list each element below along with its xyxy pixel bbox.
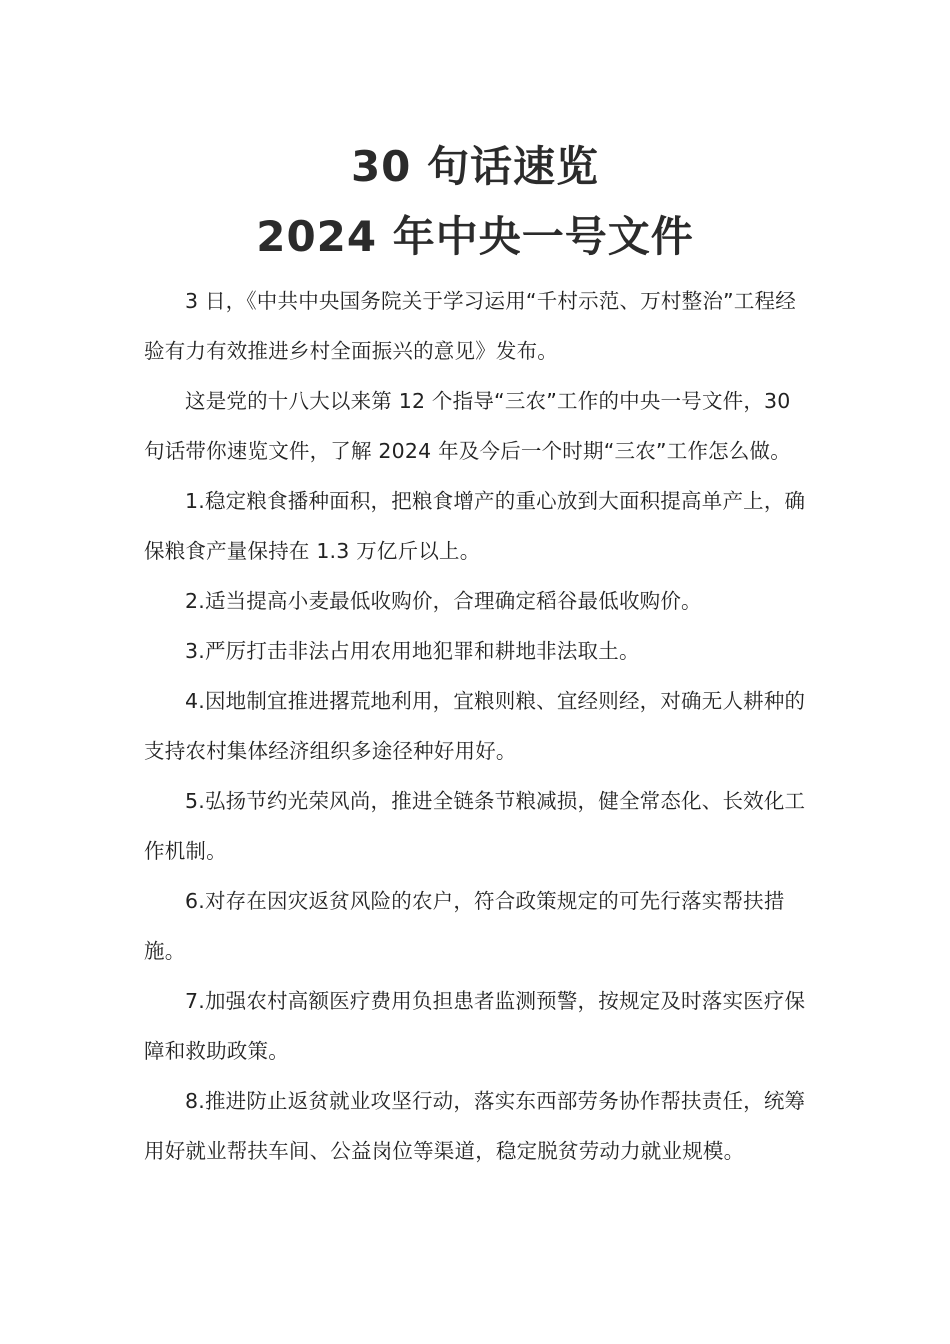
paragraph-item-2: 2.适当提高小麦最低收购价，合理确定稻谷最低收购价。 <box>185 589 702 613</box>
paragraph-item-5: 5.弘扬节约光荣风尚，推进全链条节粮减损，健全常态化、长效化工作机制。 <box>144 789 806 863</box>
paragraph-context: 这是党的十八大以来第 12 个指导“三农”工作的中央一号文件，30 句话带你速览文件，了解 2024 年及今后一个时期“三农”工作怎么做。 <box>144 389 791 463</box>
paragraph-item-3: 3.严厉打击非法占用农用地犯罪和耕地非法取土。 <box>185 639 640 663</box>
paragraph-intro: 3 日，《中共中央国务院关于学习运用“千村示范、万村整治”工程经验有力有效推进乡村全面振兴的意见》发布。 <box>144 289 796 363</box>
paragraph-item-7: 7.加强农村高额医疗费用负担患者监测预警，按规定及时落实医疗保障和救助政策。 <box>144 989 806 1063</box>
paragraph-item-1: 1.稳定粮食播种面积，把粮食增产的重心放到大面积提高单产上，确保粮食产量保持在 1.3 万亿斤以上。 <box>144 489 806 563</box>
paragraph-item-4: 4.因地制宜推进撂荒地利用，宜粮则粮、宜经则经，对确无人耕种的支持农村集体经济组织多途径种好用好。 <box>144 689 806 763</box>
paragraph-item-8: 8.推进防止返贫就业攻坚行动，落实东西部劳务协作帮扶责任，统筹用好就业帮扶车间、公益岗位等渠道，稳定脱贫劳动力就业规模。 <box>144 1089 806 1163</box>
paragraph-item-6: 6.对存在因灾返贫风险的农户，符合政策规定的可先行落实帮扶措施。 <box>144 889 785 963</box>
document-body <box>144 276 806 1176</box>
title-line-1: 30 句话速览 <box>350 142 600 191</box>
title-line-2: 2024 年中央一号文件 <box>256 212 694 261</box>
document-title <box>0 132 950 272</box>
